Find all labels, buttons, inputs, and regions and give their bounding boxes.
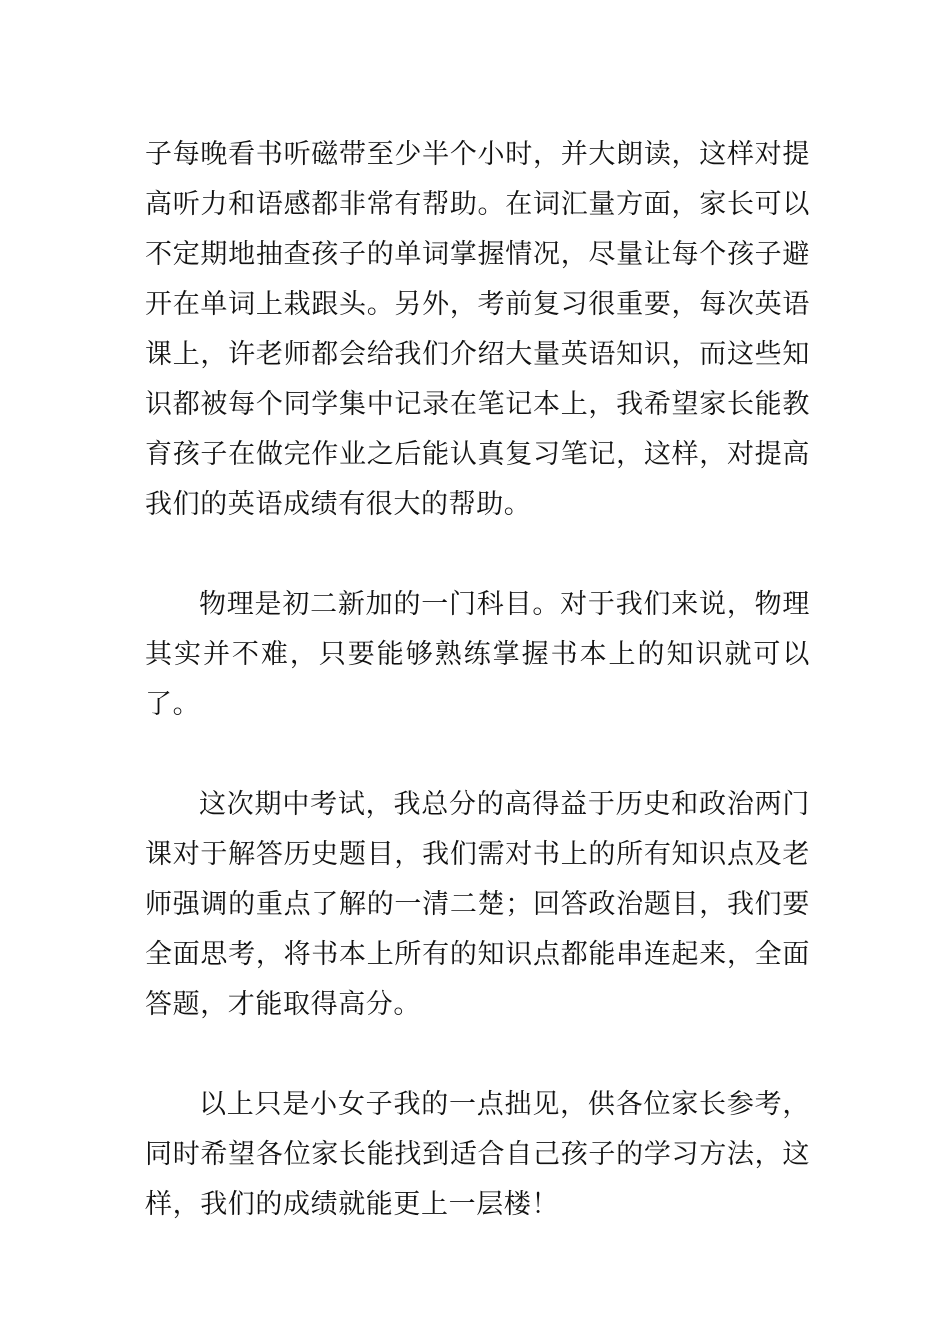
paragraph-physics: 物理是初二新加的一门科目。对于我们来说，物理其实并不难，只要能够熟练掌握书本上的知识就可以了。 bbox=[145, 589, 810, 720]
paragraph-history-politics: 这次期中考试，我总分的高得益于历史和政治两门课对于解答历史题目，我们需对书上的所有知识点及老师强调的重点了解的一清二楚；回答政治题目，我们要全面思考，将书本上所有的知识点都能串连起来，全面答题，才能取得高分。 bbox=[145, 789, 810, 1020]
document-body bbox=[145, 130, 810, 1230]
paragraph-english-study: 子每晚看书听磁带至少半个小时，并大朗读，这样对提高听力和语感都非常有帮助。在词汇量方面，家长可以不定期地抽查孩子的单词掌握情况，尽量让每个孩子避开在单词上栽跟头。另外，考前复习很重要，每次英语课上，许老师都会给我们介绍大量英语知识，而这些知识都被每个同学集中记录在笔记本上，我希望家长能教育孩子在做完作业之后能认真复习笔记，这样，对提高我们的英语成绩有很大的帮助。 bbox=[145, 139, 810, 520]
paragraph-conclusion: 以上只是小女子我的一点拙见，供各位家长参考，同时希望各位家长能找到适合自己孩子的学习方法，这样，我们的成绩就能更上一层楼！ bbox=[145, 1089, 810, 1220]
